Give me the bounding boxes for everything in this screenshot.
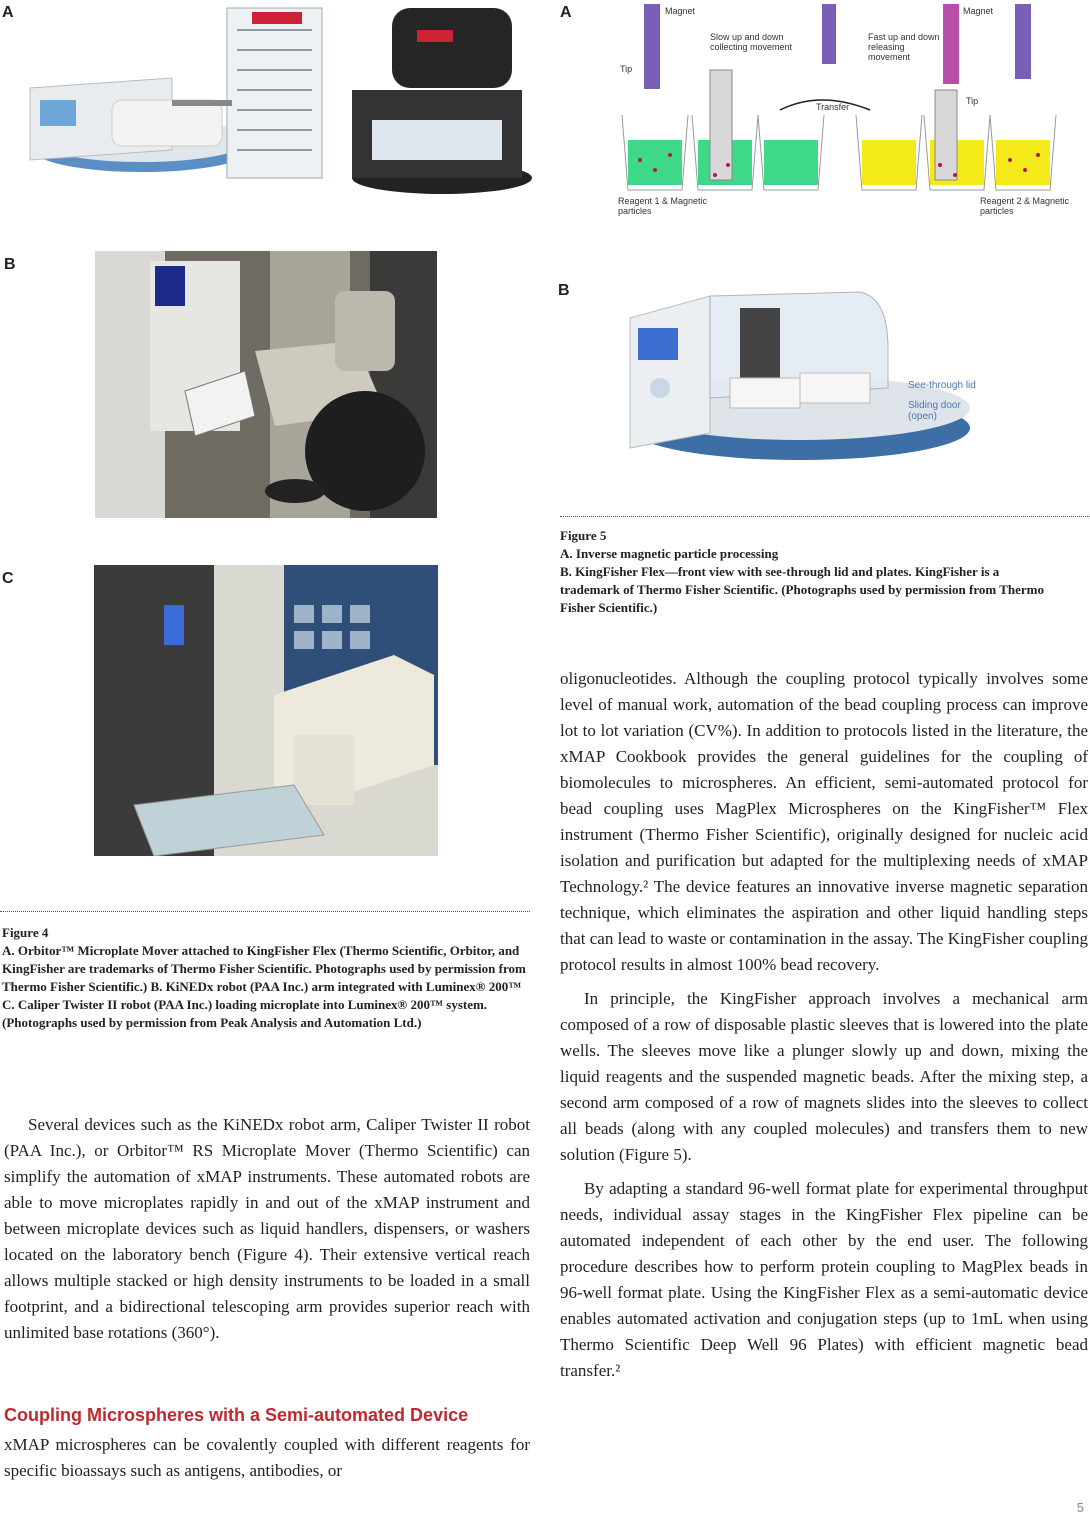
page-number: 5	[1076, 1500, 1084, 1515]
right-paragraph-2: In principle, the KingFisher approach involves a mechanical arm composed of a row of disposable plastic sleeves that is lowered into the plate wells. The sleeves move like a plunger slowly up and down, mixing the liquid reagents and the suspended magnetic beads. After the mixing step, a second arm composed of a row of magnets slides into the sleeves to collect all beads (along with any coupled molecules) and transfers them to new solution (Figure 5).	[560, 989, 1088, 1164]
fig5b-label-lid: See-through lid	[908, 380, 976, 391]
fig5-panel-a-label: A	[560, 4, 572, 21]
diagram-label-tip-right: Tip	[966, 96, 979, 106]
section-heading: Coupling Microspheres with a Semi-automated Device	[4, 1405, 469, 1425]
fig5-caption-title: Figure 5	[560, 528, 607, 543]
diagram-label-slow: Slow up and down collecting movement	[710, 32, 793, 52]
diagram-label-magnet-left: Magnet	[665, 6, 696, 16]
fig4-caption	[2, 924, 530, 1032]
diagram-label-reagent1: Reagent 1 & Magnetic particles	[618, 196, 708, 216]
fig5-caption	[560, 527, 1060, 617]
fig4-panel-a-label: A	[2, 4, 14, 21]
left-paragraph-2-block	[4, 1432, 530, 1492]
fig4-panel-b-label: B	[4, 256, 16, 273]
fig4c-photo-twister-robot	[94, 565, 438, 856]
left-paragraph-1: Several devices such as the KiNEDx robot arm, Caliper Twister II robot (PAA Inc.), or Orbitor™ RS Microplate Mover (Thermo Scientific) can simplify the automation of xMAP instruments. These automated robots are able to move microplates rapidly in and out of the xMAP instrument and between microplate devices such as liquid handlers, dispensers, or washers located on the laboratory bench (Figure 4). Their extensive vertical reach allows multiple stacked or high density instruments to be loaded in a small footprint, and a bidirectional telescoping arm provides superior reach with unlimited base rotations (360°).	[4, 1115, 530, 1342]
fig4-caption-text: A. Orbitor™ Microplate Mover attached to KingFisher Flex (Thermo Scientific, Orbitor, and KingFisher are trademarks of Thermo Fisher Scientific. Photographs used by permission from Thermo Fisher Scientific.) B. KiNEDx robot (PAA Inc.) arm integrated with Luminex® 200™ C. Caliper Twister II robot (PAA Inc.) loading microplate into Luminex® 200™ system. (Photographs used by permission from Peak Analysis and Automation Ltd.)	[2, 943, 526, 1030]
fig5b-photo-kingfisher-flex	[620, 288, 980, 468]
diagram-label-transfer: Transfer	[816, 102, 850, 112]
fig5-caption-rule	[560, 516, 1090, 517]
left-column-text	[4, 1112, 530, 1354]
fig4-caption-title: Figure 4	[2, 925, 49, 940]
fig5b-label-door: Sliding door (open)	[908, 400, 961, 422]
fig5-panel-b-label: B	[558, 282, 570, 299]
fig5a-magnetic-diagram	[610, 0, 1070, 225]
left-paragraph-2: xMAP microspheres can be covalently coupled with different reagents for specific bioassays such as antigens, antibodies, or	[4, 1435, 530, 1480]
fig4-panel-c-label: C	[2, 570, 14, 587]
fig4-caption-rule	[0, 911, 530, 912]
diagram-label-fast: Fast up and down releasing movement	[868, 32, 940, 62]
diagram-label-magnet-right: Magnet	[963, 6, 994, 16]
fig4b-photo-kinedx-robot	[95, 251, 437, 518]
right-paragraph-3: By adapting a standard 96-well format plate for experimental throughput needs, individual assay stages in the KingFisher Flex pipeline can be automated independent of each other by the end user. The following procedure describes how to perform protein coupling to MagPlex beads in 96-well format plate. Using the KingFisher Flex as a semi-automatic device enables automated activation and conjugation steps (up to 1mL when using Thermo Scientific Deep Well 96 Plates) with efficient magnetic bead transfer.²	[560, 1179, 1088, 1380]
diagram-label-reagent2: Reagent 2 & Magnetic particles	[980, 196, 1070, 216]
fig5-caption-a: A. Inverse magnetic particle processing	[560, 546, 779, 561]
fig5-caption-b: B. KingFisher Flex—front view with see-through lid and plates. KingFisher is a trademark of Thermo Fisher Scientific. (Photographs used by permission from Thermo Fisher Scientific.)	[560, 564, 1044, 615]
diagram-label-tip-left: Tip	[620, 64, 633, 74]
fig4a-photo-kingfisher-orbitor	[22, 0, 532, 200]
right-paragraph-1: oligonucleotides. Although the coupling protocol typically involves some level of manual work, automation of the bead coupling process can improve lot to lot variation (CV%). In addition to protocols listed in the literature, the xMAP Cookbook provides the general guidelines for the coupling of biomolecules to microspheres. An efficient, semi-automated protocol for bead coupling uses MagPlex Microspheres on the KingFisher™ Flex instrument (Thermo Fisher Scientific), originally designed for nucleic acid isolation and purification but adapted for the multiplexing needs of xMAP Technology.² The device features an innovative inverse magnetic separation technique, which eliminates the aspiration and other liquid handling steps that can lead to waste or contamination in the assay. The KingFisher coupling protocol results in almost 100% bead recovery.	[560, 669, 1088, 974]
right-column-text	[560, 666, 1088, 1392]
